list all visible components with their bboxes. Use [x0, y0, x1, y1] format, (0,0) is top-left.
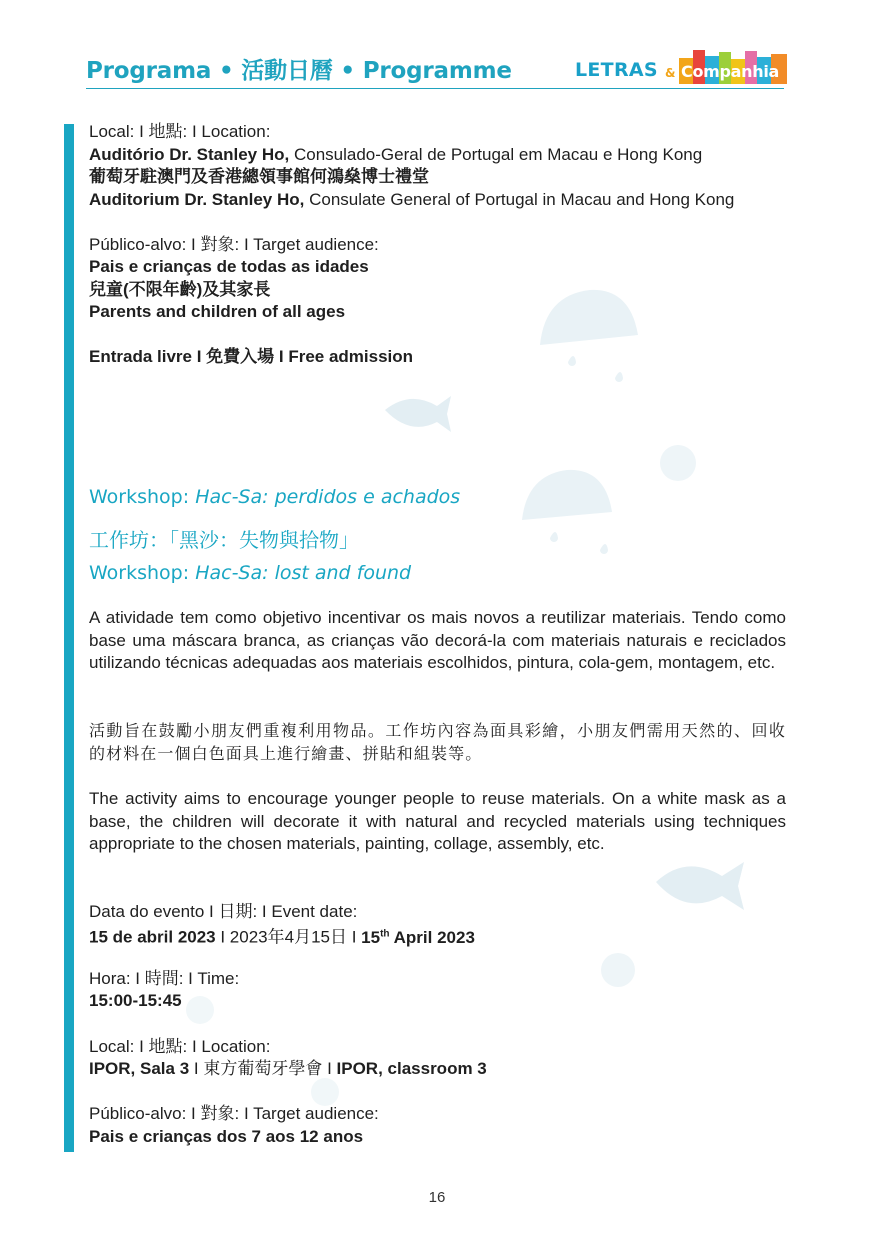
audience-label: Público-alvo: I 對象: I Target audience:	[89, 235, 379, 254]
event-date	[89, 923, 475, 949]
header-separator: •	[340, 58, 355, 84]
workshop-title-en-italic: Hac-Sa: lost and found	[195, 562, 412, 584]
time-label: Hora: I 時間: I Time:	[89, 969, 240, 988]
venue-pt-rest: Consulado-Geral de Portugal em Macau e Hong Kong	[289, 145, 703, 164]
date-en-suffix: th	[380, 928, 390, 939]
location-label: Local: I 地點: I Location:	[89, 122, 271, 141]
workshop-venue-pt: IPOR, Sala 3	[89, 1059, 190, 1078]
date-en-rest: April 2023	[389, 927, 475, 947]
header-title-pt: Programa	[86, 58, 212, 84]
cloud-rain-icon	[540, 290, 638, 382]
venue-pt-bold: Auditório Dr. Stanley Ho,	[89, 145, 290, 164]
bubble-icon	[186, 996, 214, 1024]
fish-icon	[656, 862, 744, 910]
page-number: 16	[428, 1189, 446, 1206]
workshop-venue-zh: I 東方葡萄牙學會 I	[189, 1059, 337, 1078]
bubble-icon	[311, 1078, 339, 1106]
date-label: Data do evento I 日期: I Event date:	[89, 902, 358, 921]
description-pt: A atividade tem como objetivo incentivar os mais novos a reutilizar materiais. Tendo como base uma máscara branca, as crianças vão decorá-la com materiais naturais e reciclados utilizando técnicas adequadas aos materiais escolhidos, pintura, cola-gem, montagem, etc.	[89, 608, 786, 672]
workshop-title-en	[89, 562, 411, 584]
header-title-en: Programme	[362, 58, 512, 84]
workshop-venue-en: IPOR, classroom 3	[336, 1059, 487, 1078]
logo-letras-text: LETRAS	[575, 59, 658, 81]
audience-pt: Pais e crianças de todas as idades	[89, 257, 369, 276]
workshop-audience-label: Público-alvo: I 對象: I Target audience:	[89, 1104, 379, 1123]
audience-en: Parents and children of all ages	[89, 302, 346, 321]
date-en	[361, 928, 475, 947]
workshop-title-pt-prefix: Workshop:	[89, 486, 196, 508]
description-en: The activity aims to encourage younger people to reuse materials. On a white mask as a base, the children will decorate it with natural and recycled materials using techniques appropriate to the chosen materials, painting, collage, assembly, etc.	[89, 789, 786, 853]
workshop-title-pt-italic: Hac-Sa: perdidos e achados	[195, 486, 461, 508]
venue-pt	[89, 144, 702, 166]
bubble-icon	[601, 953, 635, 987]
workshop-location-label: Local: I 地點: I Location:	[89, 1037, 271, 1056]
workshop-title-zh: 工作坊：「黑沙：失物與拾物」	[89, 528, 359, 552]
admission-text: Entrada livre I 免費入場 I Free admission	[89, 347, 414, 366]
workshop-title-en-prefix: Workshop:	[89, 562, 196, 584]
bubble-icon	[660, 445, 696, 481]
fish-icon	[385, 396, 451, 432]
venue-en	[89, 189, 734, 211]
workshop-audience-value: Pais e crianças dos 7 aos 12 anos	[89, 1127, 364, 1146]
header-separator: •	[219, 58, 234, 84]
workshop-title-pt	[89, 486, 460, 508]
logo-companhia-text: Companhia	[681, 62, 780, 81]
date-pt: 15 de abril 2023	[89, 927, 216, 947]
workshop-venue	[89, 1058, 487, 1080]
section-accent-bar	[64, 124, 74, 1152]
venue-en-bold: Auditorium Dr. Stanley Ho,	[89, 190, 305, 209]
audience-zh: 兒童(不限年齡)及其家長	[89, 280, 271, 299]
venue-zh: 葡萄牙駐澳門及香港總領事館何鴻燊博士禮堂	[89, 167, 429, 186]
venue-en-rest: Consulate General of Portugal in Macau and Hong Kong	[304, 190, 735, 209]
time-value: 15:00-15:45	[89, 991, 182, 1010]
logo-ampersand: &	[665, 66, 676, 80]
cloud-rain-icon	[522, 470, 612, 554]
date-en-day: 15	[361, 927, 381, 947]
description-zh: 活動旨在鼓勵小朋友們重複利用物品。工作坊內容為面具彩繪，小朋友們需用天然的、回收的材料在一個白色面具上進行繪畫、拼貼和組裝等。	[89, 721, 786, 763]
header-title-zh: 活動日曆	[241, 58, 333, 84]
date-zh: I 2023年4月15日 I	[215, 927, 362, 947]
